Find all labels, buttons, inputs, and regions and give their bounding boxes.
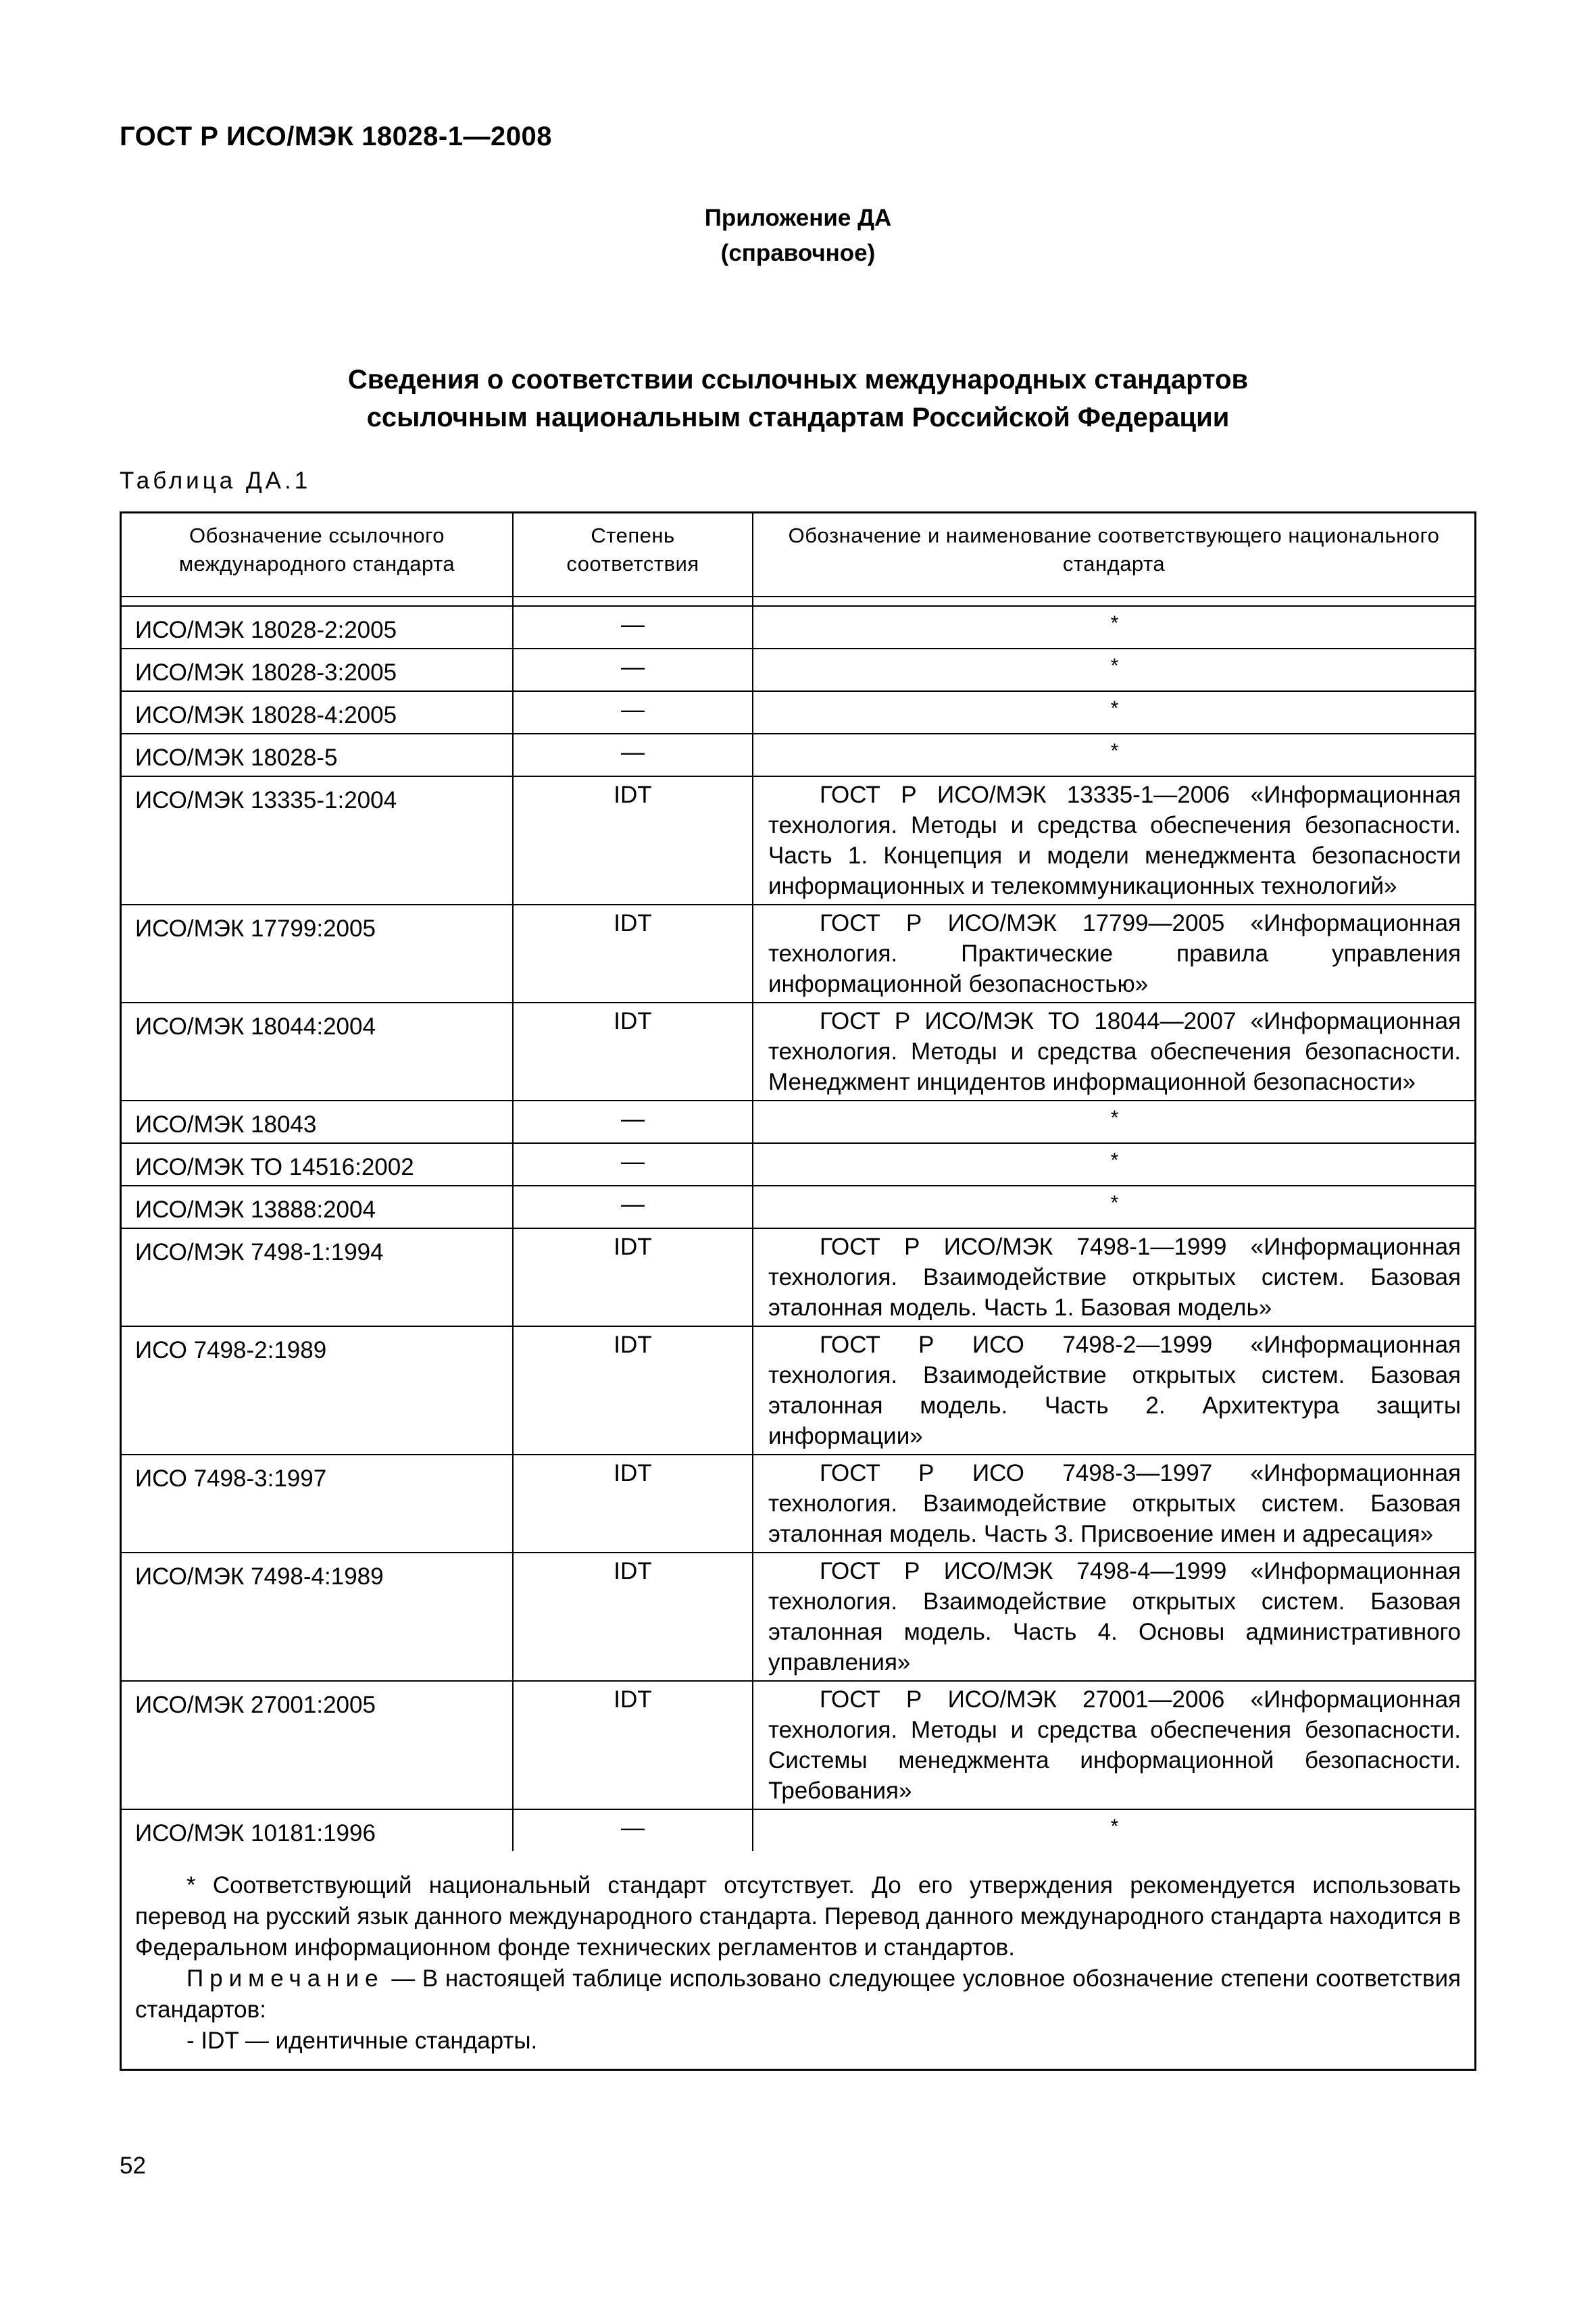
table-body xyxy=(122,607,1474,1851)
degree-cell: IDT xyxy=(514,1003,753,1100)
column-header-international: Обозначение ссылочного международного стандарта xyxy=(122,513,514,596)
table-caption: Таблица ДА.1 xyxy=(120,468,311,494)
section-title-line-2: ссылочным национальным стандартам Российской Федерации xyxy=(366,403,1230,432)
international-standard-cell: ИСО/МЭК 27001:2005 xyxy=(122,1682,514,1809)
table-row xyxy=(122,1229,1474,1327)
degree-cell: — xyxy=(514,1186,753,1228)
degree-cell: IDT xyxy=(514,1229,753,1326)
appendix-title: Приложение ДА xyxy=(704,205,892,231)
footnote-note: Примечание — В настоящей таблице использовано следующее условное обозначение степени соответствия стандартов: xyxy=(135,1965,1461,2023)
table-row xyxy=(122,692,1474,734)
degree-cell: IDT xyxy=(514,1682,753,1809)
international-standard-cell: ИСО/МЭК 18044:2004 xyxy=(122,1003,514,1100)
national-standard-cell xyxy=(753,1186,1474,1228)
national-standard-cell: ГОСТ Р ИСО/МЭК 13335-1—2006 «Информационная технология. Методы и средства обеспечения безопасности. Часть 1. Концепция и модели менеджмента безопасности информационных и телекоммуникационных технологий» xyxy=(768,782,1461,899)
national-standard-cell xyxy=(753,607,1474,648)
table-row xyxy=(122,1003,1474,1101)
asterisk-mark: * xyxy=(1110,740,1119,762)
international-standard-cell: ИСО/МЭК 18028-3:2005 xyxy=(122,649,514,690)
footnote-star-text: * Соответствующий национальный стандарт отсутствует. До его утверждения рекомендуется использовать перевод на русский язык данного международного стандарта. Перевод данного международного стандарта находится в Федеральном информационном фонде технических регламентов и стандартов. xyxy=(135,1872,1461,1961)
degree-cell: — xyxy=(514,1101,753,1142)
national-standard-cell xyxy=(753,734,1474,776)
table-row xyxy=(122,905,1474,1003)
asterisk-mark: * xyxy=(1110,697,1119,720)
international-standard-cell: ИСО/МЭК 13888:2004 xyxy=(122,1186,514,1228)
asterisk-mark: * xyxy=(1110,1149,1119,1172)
asterisk-mark: * xyxy=(1110,1192,1119,1214)
international-standard-cell: ИСО 7498-3:1997 xyxy=(122,1455,514,1552)
degree-cell: IDT xyxy=(514,1553,753,1680)
degree-cell: — xyxy=(514,1810,753,1851)
asterisk-mark: * xyxy=(1110,655,1119,677)
table-row xyxy=(122,1327,1474,1455)
degree-cell: IDT xyxy=(514,777,753,904)
national-standard-cell xyxy=(753,1144,1474,1185)
document-code: ГОСТ Р ИСО/МЭК 18028-1—2008 xyxy=(120,122,552,151)
note-label: Примечание xyxy=(186,1965,384,1992)
table-row xyxy=(122,1553,1474,1682)
degree-cell: — xyxy=(514,692,753,733)
international-standard-cell: ИСО/МЭК 18028-5 xyxy=(122,734,514,776)
correspondence-table xyxy=(120,511,1476,2071)
table-row xyxy=(122,1186,1474,1229)
degree-cell: IDT xyxy=(514,1455,753,1552)
national-standard-cell xyxy=(753,649,1474,690)
asterisk-mark: * xyxy=(1110,1815,1119,1838)
national-standard-cell: ГОСТ Р ИСО 7498-2—1999 «Информационная технология. Взаимодействие открытых систем. Базовая эталонная модель. Часть 2. Архитектура защиты информации» xyxy=(768,1332,1461,1449)
footnote-idt-item: - IDT — идентичные стандарты. xyxy=(186,2028,538,2054)
national-standard-cell xyxy=(753,1810,1474,1851)
national-standard-cell: ГОСТ Р ИСО/МЭК 7498-4—1999 «Информационная технология. Взаимодействие открытых систем. Базовая эталонная модель. Часть 4. Основы административного управления» xyxy=(768,1558,1461,1676)
degree-cell: — xyxy=(514,649,753,690)
degree-cell: IDT xyxy=(514,1327,753,1454)
national-standard-cell: ГОСТ Р ИСО/МЭК 17799—2005 «Информационная технология. Практические правила управления информационной безопасностью» xyxy=(768,910,1461,997)
degree-cell: IDT xyxy=(514,905,753,1002)
degree-cell: — xyxy=(514,1144,753,1185)
table-row xyxy=(122,734,1474,777)
table-row xyxy=(122,1682,1474,1810)
page-number: 52 xyxy=(120,2153,146,2179)
international-standard-cell: ИСО/МЭК ТО 14516:2002 xyxy=(122,1144,514,1185)
international-standard-cell: ИСО/МЭК 10181:1996 xyxy=(122,1810,514,1851)
national-standard-cell: ГОСТ Р ИСО/МЭК ТО 18044—2007 «Информационная технология. Методы и средства обеспечения безопасности. Менеджмент инцидентов информационной безопасности» xyxy=(768,1008,1461,1095)
table-row xyxy=(122,1144,1474,1186)
table-row xyxy=(122,1101,1474,1144)
international-standard-cell: ИСО/МЭК 7498-4:1989 xyxy=(122,1553,514,1680)
asterisk-mark: * xyxy=(1110,612,1119,634)
asterisk-mark: * xyxy=(1110,1107,1119,1129)
degree-cell: — xyxy=(514,734,753,776)
appendix-type: (справочное) xyxy=(720,240,876,266)
international-standard-cell: ИСО/МЭК 7498-1:1994 xyxy=(122,1229,514,1326)
table-header-spacer xyxy=(122,597,1474,607)
national-standard-cell: ГОСТ Р ИСО/МЭК 7498-1—1999 «Информационная технология. Взаимодействие открытых систем. Базовая эталонная модель. Часть 1. Базовая модель» xyxy=(768,1234,1461,1321)
international-standard-cell: ИСО/МЭК 18028-4:2005 xyxy=(122,692,514,733)
table-row xyxy=(122,777,1474,905)
degree-cell: — xyxy=(514,607,753,648)
international-standard-cell: ИСО/МЭК 18028-2:2005 xyxy=(122,607,514,648)
table-row xyxy=(122,1810,1474,1851)
international-standard-cell: ИСО 7498-2:1989 xyxy=(122,1327,514,1454)
national-standard-cell: ГОСТ Р ИСО/МЭК 27001—2006 «Информационная технология. Методы и средства обеспечения безопасности. Системы менеджмента информационной безопасности. Требования» xyxy=(768,1686,1461,1804)
column-header-degree: Степень соответствия xyxy=(514,513,753,596)
table-row xyxy=(122,1455,1474,1553)
national-standard-cell xyxy=(753,1101,1474,1142)
table-row xyxy=(122,607,1474,649)
international-standard-cell: ИСО/МЭК 18043 xyxy=(122,1101,514,1142)
table-footnote xyxy=(122,1851,1474,2069)
national-standard-cell xyxy=(753,692,1474,733)
section-title-line-1: Сведения о соответствии ссылочных международных стандартов xyxy=(347,365,1249,395)
national-standard-cell: ГОСТ Р ИСО 7498-3—1997 «Информационная технология. Взаимодействие открытых систем. Базовая эталонная модель. Часть 3. Присвоение имен и адресация» xyxy=(768,1460,1461,1547)
international-standard-cell: ИСО/МЭК 17799:2005 xyxy=(122,905,514,1002)
table-row xyxy=(122,649,1474,692)
table-header-row xyxy=(122,513,1474,597)
column-header-national: Обозначение и наименование соответствующего национального стандарта xyxy=(788,524,1440,576)
international-standard-cell: ИСО/МЭК 13335-1:2004 xyxy=(122,777,514,904)
